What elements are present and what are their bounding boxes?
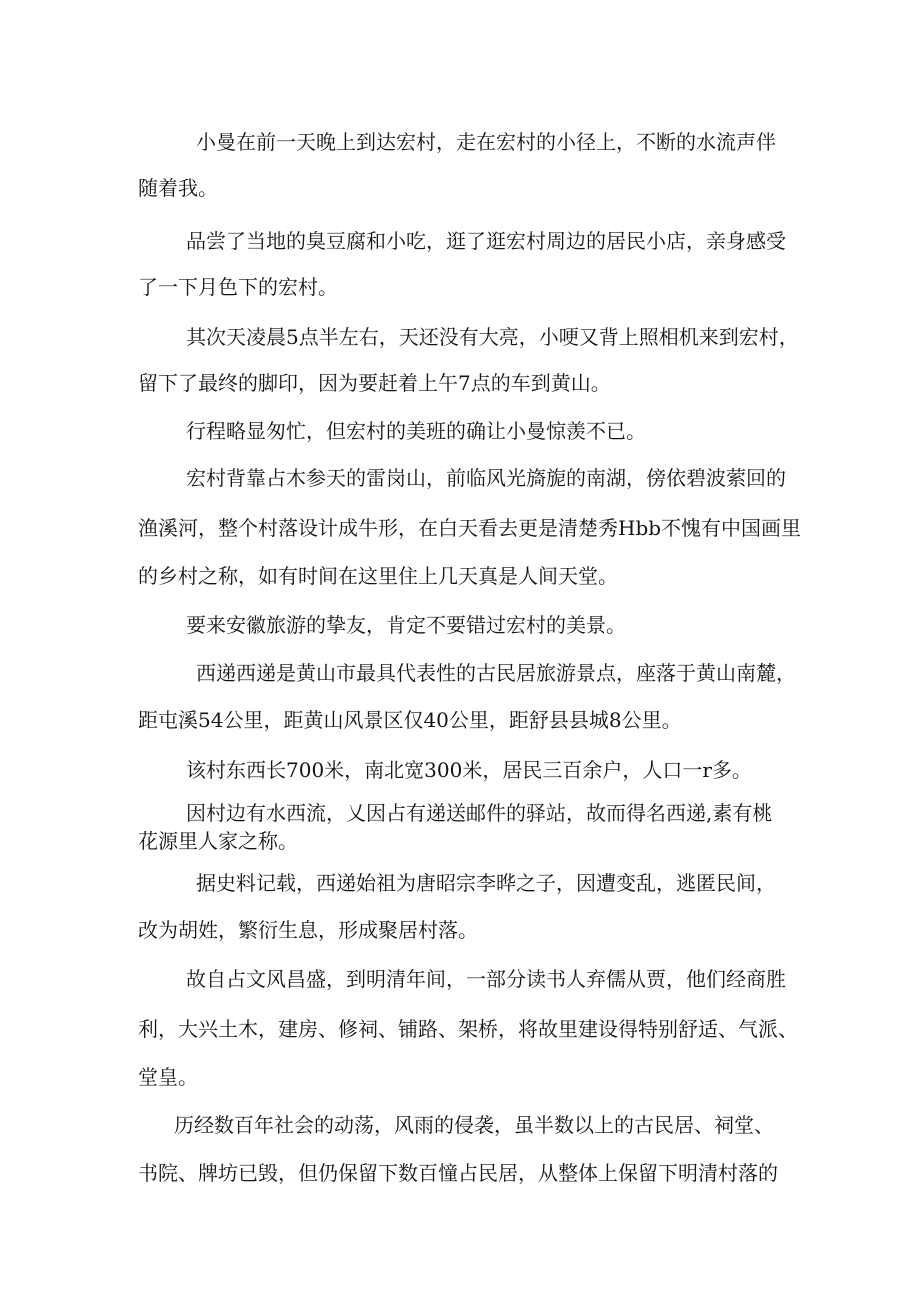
text-line: 据史料记载，西递始祖为唐昭宗李晔之子，因遭变乱，逃匿民间， [196, 871, 776, 895]
text-line: 故自占文风昌盛，到明清年间，一部分读书人弃儒从贾，他们经商胜 [186, 967, 786, 991]
text-line: 留下了最终的脚印，因为要赶着上午7点的车到黄山。 [138, 371, 611, 395]
text-line: 距屯溪54公里，距黄山风景区仅40公里，距舒县县城8公里。 [138, 708, 682, 732]
text-line: 花源里人家之称。 [138, 829, 298, 853]
text-line: 其次天凌晨5点半左右，天还没有大亮，小哽又背上照相机来到宏村， [186, 325, 799, 349]
text-line: 该村东西长700米，南北宽300米，居民三百余户，人口一r多。 [186, 758, 752, 782]
text-line: 堂皇。 [138, 1065, 198, 1089]
text-line: 品尝了当地的臭豆腐和小吃，逛了逛宏村周边的居民小店，亲身感受 [186, 229, 786, 253]
text-line: 随着我。 [138, 176, 218, 200]
text-line: 行程略显匆忙，但宏村的美班的确让小曼惊羡不已。 [186, 419, 646, 443]
text-line: 因村边有水西流，乂因占有递送邮件的驿站，故而得名西递,素有桃 [186, 801, 773, 825]
text-line: 历经数百年社会的动荡，风雨的侵袭，虽半数以上的古民居、祠堂、 [174, 1113, 774, 1137]
text-line: 书院、牌坊已毁，但仍保留下数百憧占民居，从整体上保留下明清村落的 [138, 1161, 778, 1185]
text-line: 西递西递是黄山市最具代表性的古民居旅游景点，座落于黄山南麓， [196, 661, 796, 685]
text-line: 了一下月色下的宏村。 [138, 275, 338, 299]
text-line: 改为胡姓，繁衍生息，形成聚居村落。 [138, 918, 478, 942]
text-line: 渔溪河，整个村落设计成牛形，在白天看去更是清楚秀Hbb不愧有中国画里 [138, 516, 802, 540]
text-line: 的乡村之称，如有时间在这里住上几天真是人间天堂。 [138, 564, 618, 588]
text-line: 要来安徽旅游的挚友，肯定不要错过宏村的美景。 [186, 613, 626, 637]
text-line: 宏村背靠占木参天的雷岗山，前临风光旖旎的南湖，傍依碧波萦回的 [186, 466, 786, 490]
text-line: 利，大兴土木，建房、修祠、铺路、架桥，将故里建设得特别舒适、气派、 [138, 1017, 798, 1041]
text-line: 小曼在前一天晚上到达宏村，走在宏村的小径上，不断的水流声伴 [196, 130, 776, 154]
